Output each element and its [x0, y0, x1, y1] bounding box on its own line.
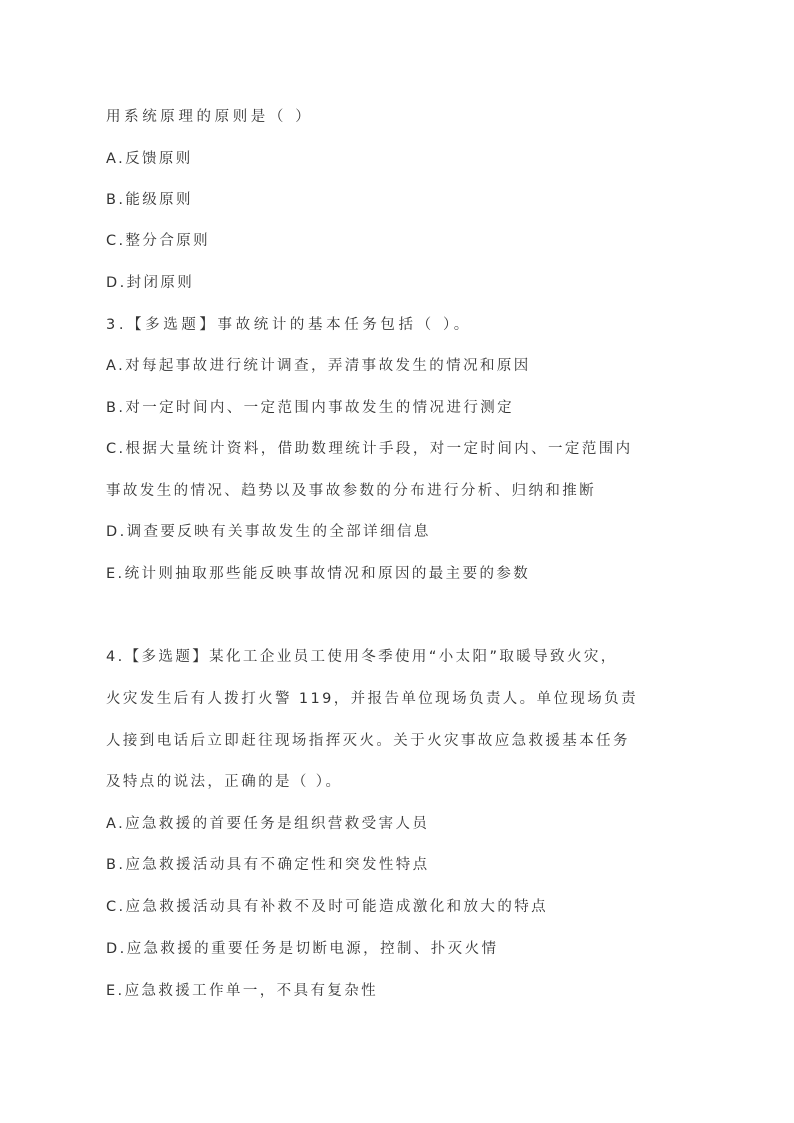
question-3-stem: 3.【多选题】事故统计的基本任务包括（ ）。 [106, 317, 472, 333]
question-4-option-b: B.应急救援活动具有不确定性和突发性特点 [106, 857, 430, 873]
question-2-option-d: D.封闭原则 [106, 275, 195, 291]
question-3-option-e: E.统计则抽取那些能反映事故情况和原因的最主要的参数 [106, 566, 531, 582]
question-2-option-b: B.能级原则 [106, 192, 193, 208]
question-4-option-a: A.应急救援的首要任务是组织营救受害人员 [106, 816, 430, 832]
question-3-option-b: B.对一定时间内、一定范围内事故发生的情况进行测定 [106, 400, 515, 416]
question-4-stem-line-2: 火灾发生后有人拨打火警 119，并报告单位现场负责人。单位现场负责 [106, 691, 638, 707]
question-4-option-e: E.应急救援工作单一，不具有复杂性 [106, 983, 379, 999]
question-4-option-c: C.应急救援活动具有补救不及时可能造成激化和放大的特点 [106, 899, 549, 915]
question-3-option-d: D.调查要反映有关事故发生的全部详细信息 [106, 524, 431, 540]
question-3-option-c-continued: 事故发生的情况、趋势以及事故参数的分布进行分析、归纳和推断 [106, 483, 597, 499]
question-2-option-c: C.整分合原则 [106, 233, 211, 249]
question-2-stem-tail: 用系统原理的原则是（ ） [106, 109, 314, 125]
question-3-option-a: A.对每起事故进行统计调查，弄清事故发生的情况和原因 [106, 358, 531, 374]
question-4-option-d: D.应急救援的重要任务是切断电源，控制、扑灭火情 [106, 941, 499, 957]
question-4-stem-line-1: 4.【多选题】某化工企业员工使用冬季使用“小太阳”取暖导致火灾， [106, 649, 618, 665]
question-4-stem-line-4: 及特点的说法，正确的是（ ）。 [106, 774, 343, 790]
question-2-option-a: A.反馈原则 [106, 151, 193, 167]
question-4-stem-line-3: 人接到电话后立即赶往现场指挥灭火。关于火灾事故应急救援基本任务 [106, 733, 630, 749]
question-3-option-c: C.根据大量统计资料，借助数理统计手段，对一定时间内、一定范围内 [106, 441, 633, 457]
